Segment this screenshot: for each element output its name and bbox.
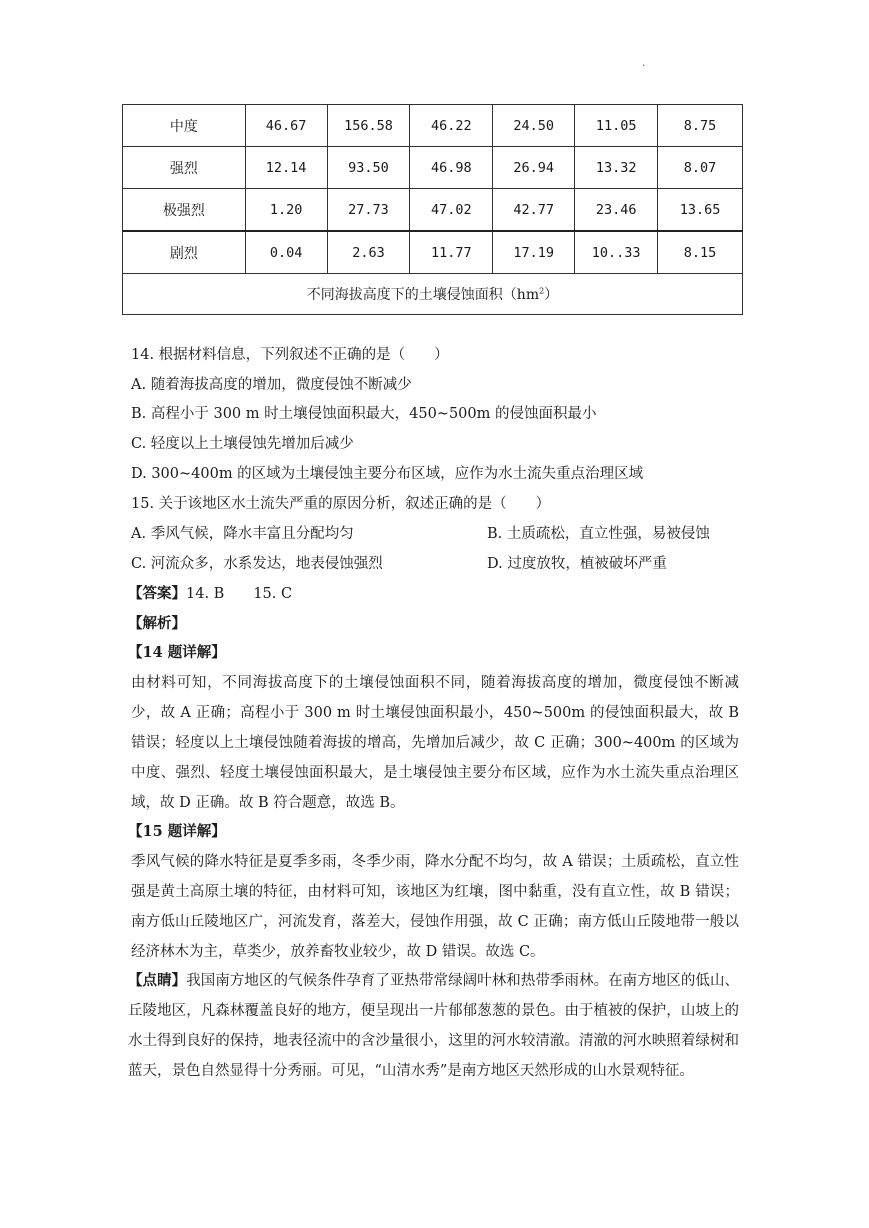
row-label: 极强烈 xyxy=(123,189,246,232)
table-caption xyxy=(123,274,743,315)
table-row xyxy=(123,147,743,189)
table-cell: 23.46 xyxy=(575,189,658,232)
detail15-tag: 【15 题详解】 xyxy=(128,823,226,840)
table-cell: 46.67 xyxy=(245,105,327,147)
q15-option-c: C. 河流众多，水系发达，地表侵蚀强烈 xyxy=(131,556,383,572)
row-label: 强烈 xyxy=(123,147,246,189)
table-cell: 13.32 xyxy=(575,147,658,189)
detail15-text: 季风气候的降水特征是夏季多雨，冬季少雨，降水分配不均匀，故 A 错误；土质疏松，直立性强是黄土高原土壤的特征，由材料可知，该地区为红壤，图中黏重，没有直立性，故 B 错误；南方低山丘陵地区广，河流发育，落差大，侵蚀作用强，故 C 正确；南方低山丘陵地带一般以经济林木为主，草类少，放养畜牧业较少，故 D 错误。故选 C。 xyxy=(131,854,739,960)
table-row xyxy=(123,231,743,274)
q14-option-b: B. 高程小于 300 m 时土壤侵蚀面积最大，450~500m 的侵蚀面积最小 xyxy=(131,406,597,422)
table-cell: 93.50 xyxy=(327,147,410,189)
q15-option-a: A. 季风气候，降水丰富且分配均匀 xyxy=(131,526,354,542)
table-cell: 12.14 xyxy=(245,147,327,189)
caption-main: 不同海拔高度下的土壤侵蚀面积（hm xyxy=(306,287,540,303)
table-cell: 8.75 xyxy=(658,105,743,147)
table-cell: 24.50 xyxy=(493,105,575,147)
q14-stem: 14. 根据材料信息，下列叙述不正确的是（ ） xyxy=(131,347,449,363)
q15-option-d: D. 过度放牧，植被破坏严重 xyxy=(487,556,667,572)
table-cell: 11.05 xyxy=(575,105,658,147)
caption-end: ） xyxy=(544,287,559,303)
table-cell: 0.04 xyxy=(245,231,327,274)
tip-text: 我国南方地区的气候条件孕育了亚热带常绿阔叶林和热带季雨林。在南方地区的低山、丘陵地区，凡森林覆盖良好的地方，便呈现出一片郁郁葱葱的景色。由于植被的保护，山坡上的水土得到良好的保持，地表径流中的含沙量很小，这里的河水较清澈。清澈的河水映照着绿树和蓝天，景色自然显得十分秀丽。可见，“山清水秀”是南方地区天然形成的山水景观特征。 xyxy=(128,973,740,1079)
q14-option-c: C. 轻度以上土壤侵蚀先增加后减少 xyxy=(131,436,354,452)
table-cell: 27.73 xyxy=(327,189,410,232)
table-cell: 17.19 xyxy=(493,231,575,274)
table-cell: 13.65 xyxy=(658,189,743,232)
table-cell: 47.02 xyxy=(410,189,493,232)
erosion-table xyxy=(122,104,743,315)
caption-superscript: 2 xyxy=(539,286,545,296)
table-cell: 46.98 xyxy=(410,147,493,189)
q14-option-a: A. 随着海拔高度的增加，微度侵蚀不断减少 xyxy=(131,377,412,393)
table-row xyxy=(123,105,743,147)
table-cell: 26.94 xyxy=(493,147,575,189)
table-cell: 11.77 xyxy=(410,231,493,274)
row-label: 剧烈 xyxy=(123,231,246,274)
table-cell: 2.63 xyxy=(327,231,410,274)
detail14-text: 由材料可知，不同海拔高度下的土壤侵蚀面积不同，随着海拔高度的增加，微度侵蚀不断减少，故 A 正确；高程小于 300 m 时土壤侵蚀面积最小，450~500m 的侵蚀面积最大，故 B 错误；轻度以上土壤侵蚀随着海拔的增高，先增加后减少，故 C 正确；300~400m 的区域为中度、强烈、轻度土壤侵蚀面积最大，是土壤侵蚀主要分布区域，应作为水土流失重点治理区域，故 D 正确。故 B 符合题意，故选 B。 xyxy=(131,675,739,811)
table-cell: 8.07 xyxy=(658,147,743,189)
answer-line xyxy=(128,584,292,604)
table-cell: 1.20 xyxy=(245,189,327,232)
table-cell: 42.77 xyxy=(493,189,575,232)
q14-option-d: D. 300~400m 的区域为土壤侵蚀主要分布区域，应作为水土流失重点治理区域 xyxy=(131,466,644,482)
detail14-tag: 【14 题详解】 xyxy=(128,644,226,661)
header-dot: . xyxy=(642,58,646,69)
table-cell: 46.22 xyxy=(410,105,493,147)
q15-stem: 15. 关于该地区水土流失严重的原因分析，叙述正确的是（ ） xyxy=(131,496,551,512)
row-label: 中度 xyxy=(123,105,246,147)
q15-option-b: B. 土质疏松，直立性强，易被侵蚀 xyxy=(487,526,710,542)
table-row xyxy=(123,189,743,232)
answer-text: 14. B 15. C xyxy=(186,586,293,602)
table-cell: 10..33 xyxy=(575,231,658,274)
tip-tag: 【点睛】 xyxy=(128,972,187,989)
table-caption-row xyxy=(123,274,743,315)
table-cell: 8.15 xyxy=(658,231,743,274)
table-cell: 156.58 xyxy=(327,105,410,147)
analysis-tag: 【解析】 xyxy=(128,615,186,632)
tip-paragraph xyxy=(128,966,739,1086)
answer-tag: 【答案】 xyxy=(128,585,186,602)
